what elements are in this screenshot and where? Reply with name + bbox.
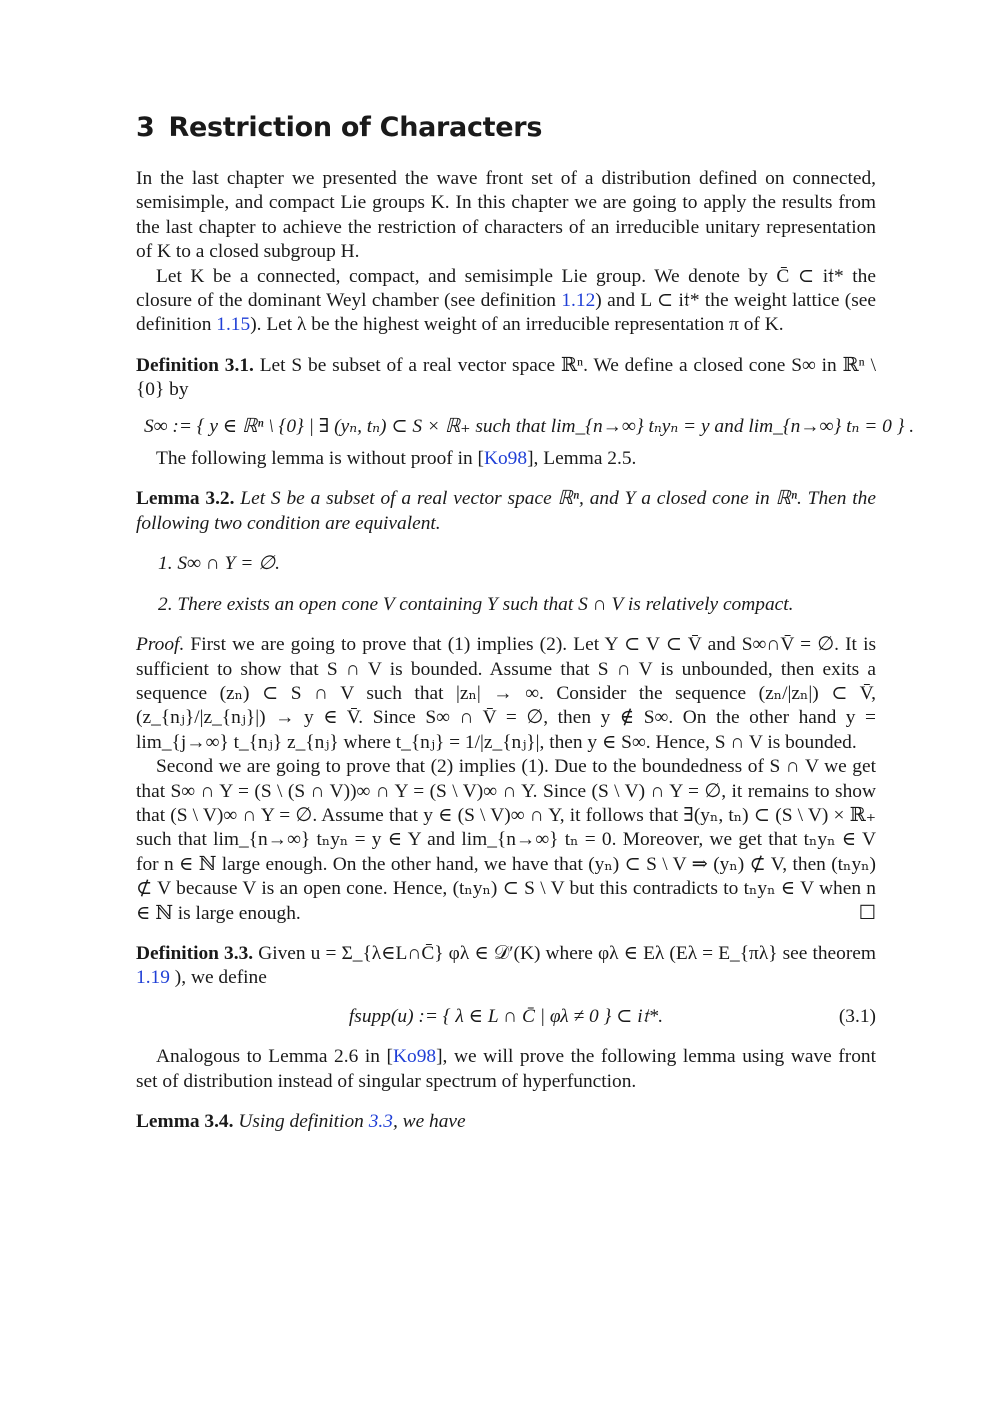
ref-definition-3-3[interactable]: 3.3: [368, 1111, 393, 1132]
definition-3-1-label: Definition 3.1.: [136, 354, 254, 376]
section-number: 3: [136, 112, 155, 143]
lemma-3-2-label: Lemma 3.2.: [136, 488, 235, 510]
intro2-text-a: Let K be a connected, compact, and semisimple Lie group. We denote by C̄ ⊂ i𝔱* the closure of the dominant Weyl chamber (see definition: [136, 265, 876, 312]
condition-item-2: 2. There exists an open cone V containing Y such that S ∩ V is relatively compact.: [158, 593, 794, 615]
citation-ko98-2[interactable]: Ko98: [393, 1046, 437, 1068]
proof-paragraph-2: [136, 755, 876, 926]
lemma-3-2-text: Let S be a subset of a real vector space ℝⁿ, and Y a closed cone in ℝⁿ. Then the following two condition are equivalent.: [136, 488, 876, 534]
lemma-3-4: [136, 1110, 876, 1134]
definition-3-1-equation: S∞ := { y ∈ ℝⁿ \ {0} | ∃ (yₙ, tₙ) ⊂ S × ℝ₊ such that lim_{n→∞} tₙyₙ = y and lim_{n→∞} tₙ = 0 } .: [144, 415, 915, 437]
lemma-3-4-text-a: Using definition: [233, 1111, 369, 1132]
lemma-3-2-conditions: [136, 552, 876, 617]
definition-3-3-label: Definition 3.3.: [136, 942, 254, 964]
lemma-note-text-a: The following lemma is without proof in [: [156, 448, 484, 470]
analog-text-a: Analogous to Lemma 2.6 in [: [156, 1046, 393, 1068]
definition-3-3: [136, 942, 876, 991]
intro-paragraph-1: In the last chapter we presented the wave front set of a distribution defined on connected, semisimple, and compact Lie groups K. In this chapter we are going to apply the results from the last chapter to achieve the restriction of characters of an irreducible unitary representation of K to a closed subgroup H.: [136, 168, 876, 263]
proof-paragraph-1: [136, 633, 876, 755]
ref-definition-1-15[interactable]: 1.15: [216, 314, 251, 336]
intro2-text-c: ). Let λ be the highest weight of an irreducible representation π of K.: [250, 314, 784, 336]
definition-3-3-text-a: Given u = Σ_{λ∈L∩C̄} φλ ∈ 𝒟′(K) where φλ ∈ Eλ (Eλ = E_{πλ} see theorem: [253, 942, 876, 964]
proof-text-2: Second we are going to prove that (2) implies (1). Due to the boundedness of S ∩ V we get that S∞ ∩ Y = (S \ (S ∩ V))∞ ∩ Y = (S \ V)∞ ∩ Y. Since (S \ V) ∩ Y = ∅, it remains to show that (S \ V)∞ ∩ Y = ∅. Assume that y ∈ (S \ V)∞ ∩ Y, it follows that ∃(yₙ, tₙ) ⊂ (S \ V) × ℝ₊ such that lim_{n→∞} tₙyₙ = y ∈ Y and lim_{n→∞} tₙ = 0. Moreover, we get that tₙyₙ ∈ V for n ∈ ℕ large enough. On the other hand, we have that (yₙ) ⊂ S \ V ⇒ (yₙ) ⊄ V, then (tₙyₙ) ⊄ V because V is an open cone. Hence, (tₙyₙ) ⊂ S \ V but this contradicts to tₙyₙ ∈ V when n ∈ ℕ is large enough.: [136, 756, 876, 924]
lemma-3-2: [136, 487, 876, 536]
equation-3-1-body: fsupp(u) := { λ ∈ L ∩ C̄ | φλ ≠ 0 } ⊂ i𝔱*.: [348, 1005, 664, 1027]
lemma-3-4-label: Lemma 3.4.: [136, 1111, 234, 1132]
analog-paragraph: [136, 1045, 876, 1094]
qed-icon: ☐: [858, 902, 876, 924]
lemma-note: [136, 447, 876, 471]
proof-label: Proof.: [136, 634, 185, 656]
definition-3-1-text: Let S be subset of a real vector space ℝⁿ. We define a closed cone S∞ in ℝⁿ \ {0} by: [136, 354, 876, 401]
paper-page: [136, 108, 915, 1134]
lemma-3-4-text-b: , we have: [392, 1111, 466, 1132]
equation-number: (3.1): [838, 1005, 876, 1027]
lemma-note-text-b: ], Lemma 2.5.: [527, 448, 637, 470]
definition-3-3-text-b: ), we define: [169, 967, 267, 989]
ref-definition-1-12[interactable]: 1.12: [561, 290, 596, 312]
intro2-text-b: ) and L ⊂ i𝔱* the weight lattice (see definition: [136, 290, 876, 336]
ref-theorem-1-19[interactable]: 1.19: [136, 967, 170, 989]
citation-ko98[interactable]: Ko98: [483, 448, 528, 470]
equation-3-1: [136, 1005, 876, 1029]
condition-item-1: 1. S∞ ∩ Y = ∅.: [158, 553, 280, 575]
section-heading: [136, 108, 876, 148]
section-title: Restriction of Characters: [168, 112, 543, 143]
intro-paragraph-2: [136, 265, 876, 338]
proof-text-1: First we are going to prove that (1) implies (2). Let Y ⊂ V ⊂ V̄ and S∞∩V̄ = ∅. It is sufficient to show that S ∩ V is bounded. Assume that S ∩ V is unbounded, then exits a sequence (zₙ) ⊂ S ∩ V such that |zₙ| → ∞. Consider the sequence (zₙ/|zₙ|) ⊂ V̄, (z_{nⱼ}/|z_{nⱼ}|) → y ∈ V̄. Since S∞ ∩ V̄ = ∅, then y ∉ S∞. On the other hand y = lim_{j→∞} t_{nⱼ} z_{nⱼ} where t_{nⱼ} = 1/|z_{nⱼ}|, then y ∈ S∞. Hence, S ∩ V is bounded.: [136, 634, 876, 753]
definition-3-1: [136, 354, 876, 403]
analog-text-b: ], we will prove the following lemma using wave front set of distribution instead of singular spectrum of hyperfunction.: [136, 1046, 877, 1092]
